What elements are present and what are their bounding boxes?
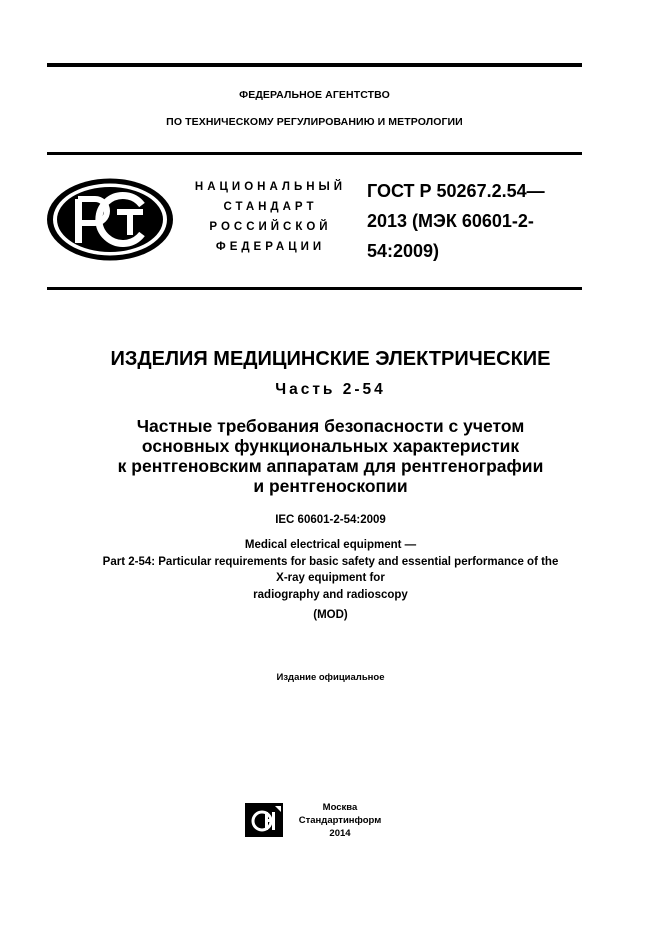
publisher-info bbox=[290, 801, 390, 840]
agency-name-line1: ФЕДЕРАЛЬНОЕ АГЕНТСТВО bbox=[239, 89, 390, 101]
subtitle-line: Частные требования безопасности с учетом bbox=[136, 416, 525, 436]
subtitle-line: и рентгеноскопии bbox=[253, 476, 408, 496]
english-title-line: X-ray equipment for bbox=[276, 572, 385, 584]
document-title: ИЗДЕЛИЯ МЕДИЦИНСКИЕ ЭЛЕКТРИЧЕСКИЕ bbox=[110, 348, 551, 370]
edition-label: Издание официальное bbox=[276, 672, 385, 683]
designation-line: 2013 (МЭК 60601-2- bbox=[367, 211, 534, 231]
subtitle-line: основных функциональных характеристик bbox=[141, 436, 520, 456]
subtitle-line: к рентгеновским аппаратам для рентгенографии bbox=[117, 456, 544, 476]
publisher-city: Москва bbox=[322, 802, 358, 813]
top-rule bbox=[47, 63, 582, 67]
standard-type-line: РОССИЙСКОЙ bbox=[209, 221, 332, 233]
part-number: Часть 2-54 bbox=[275, 381, 386, 398]
english-title bbox=[0, 537, 661, 624]
publisher-name: Стандартинформ bbox=[298, 815, 382, 826]
publication-year: 2014 bbox=[329, 828, 351, 839]
standard-type-line: ФЕДЕРАЦИИ bbox=[215, 241, 326, 253]
mod-label: (MOD) bbox=[313, 609, 348, 621]
bottom-rule bbox=[47, 287, 582, 290]
national-standard-label bbox=[183, 177, 358, 257]
iec-reference: IEC 60601-2-54:2009 bbox=[275, 514, 386, 526]
document-subtitle bbox=[20, 416, 641, 496]
standartinform-logo-icon bbox=[245, 803, 283, 837]
rst-logo-icon bbox=[45, 177, 175, 262]
designation-line: 54:2009) bbox=[367, 241, 440, 261]
designation-line: ГОСТ Р 50267.2.54— bbox=[367, 181, 545, 201]
english-title-line: Part 2-54: Particular requirements for basic safety and essential performance of the bbox=[102, 555, 559, 568]
standard-type-line: СТАНДАРТ bbox=[223, 201, 318, 213]
agency-name-line2: ПО ТЕХНИЧЕСКОМУ РЕГУЛИРОВАНИЮ И МЕТРОЛОГИИ bbox=[166, 116, 463, 128]
standard-type-line: НАЦИОНАЛЬНЫЙ bbox=[194, 181, 347, 193]
english-title-line: Medical electrical equipment — bbox=[244, 539, 417, 551]
middle-rule bbox=[47, 152, 582, 155]
standard-designation bbox=[367, 176, 592, 266]
english-title-line: radiography and radioscopy bbox=[253, 588, 408, 601]
